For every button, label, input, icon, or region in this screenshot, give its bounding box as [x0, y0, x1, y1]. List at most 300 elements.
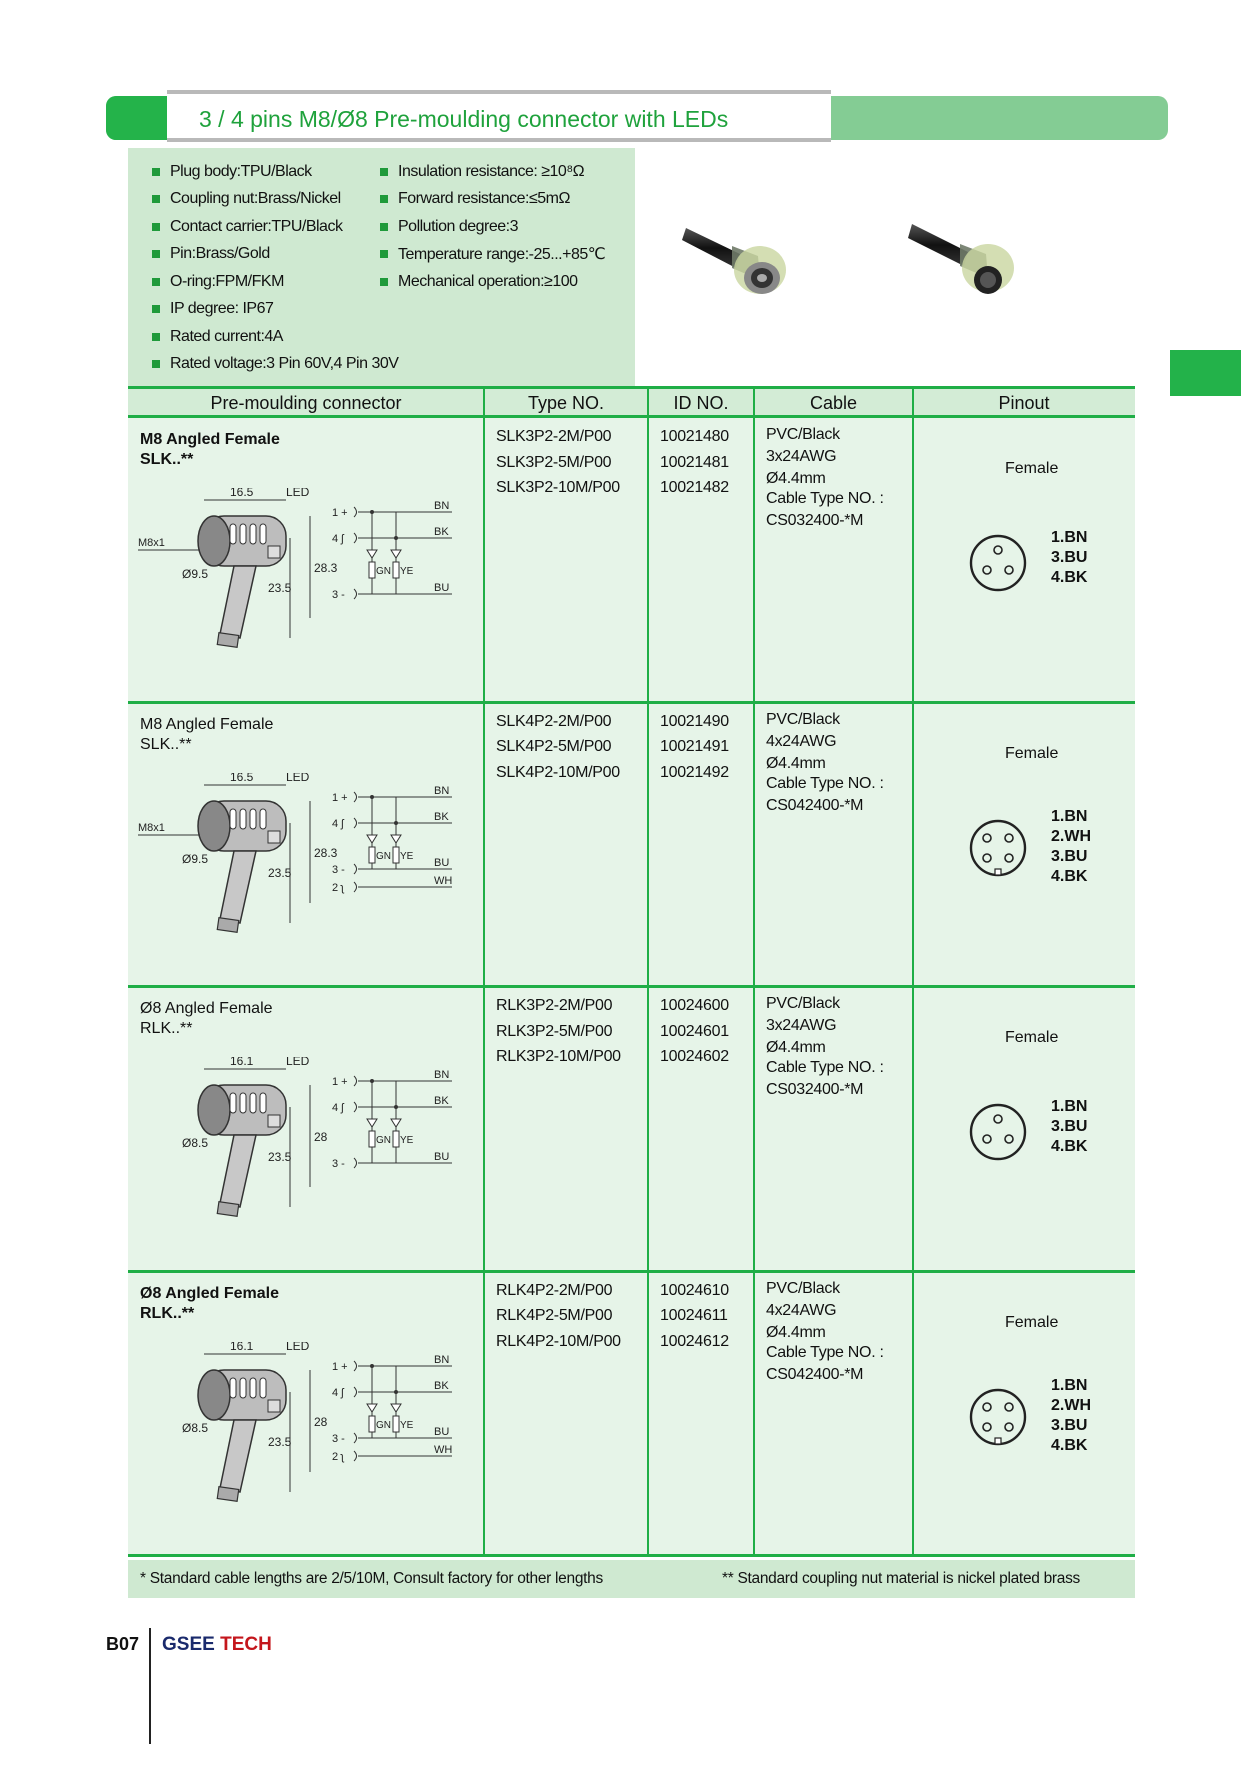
- led-diode-icon: [391, 1119, 401, 1127]
- dim-length-label: 16.5: [230, 772, 254, 784]
- grip-rib: [240, 1378, 246, 1398]
- section-tab: [1170, 350, 1241, 396]
- brand-logo: [162, 1634, 272, 1656]
- cable-end-shape: [217, 917, 238, 932]
- cable-spec: 4x24AWG: [766, 1301, 837, 1319]
- diameter-label: Ø9.5: [182, 567, 209, 581]
- cable-spec: Ø4.4mm: [766, 470, 826, 487]
- wire-color-label: WH: [434, 874, 453, 887]
- spec-text: Coupling nut:Brass/Nickel: [170, 190, 341, 208]
- connector-drawing: [134, 773, 474, 973]
- junction-dot: [370, 510, 374, 514]
- spec-text: Forward resistance:≤5mΩ: [398, 190, 570, 208]
- led-label: LED: [286, 1341, 310, 1353]
- pin-hole: [994, 546, 1002, 554]
- id-numbers: [660, 424, 729, 501]
- grip-rib: [230, 524, 236, 544]
- id-number: 10024612: [660, 1332, 729, 1350]
- pin-color-item: 1.BN: [1051, 1098, 1088, 1115]
- pin-hole: [983, 834, 991, 842]
- terminal-symbol: [354, 1433, 357, 1443]
- page-title: 3 / 4 pins M8/Ø8 Pre-moulding connector with LEDs: [167, 90, 831, 142]
- thread-label: M8x1: [138, 821, 165, 834]
- spec-item: [152, 213, 398, 241]
- spec-text: O-ring:FPM/FKM: [170, 272, 284, 290]
- id-number: 10024610: [660, 1281, 729, 1299]
- cable-spec: PVC/Black: [766, 426, 840, 443]
- led-color-label: GN: [376, 850, 391, 862]
- pin-hole: [983, 1403, 991, 1411]
- wire-color-label: BK: [434, 1095, 449, 1107]
- title-accent: [106, 96, 176, 140]
- bullet-square-icon: [380, 195, 388, 203]
- type-number: RLK4P2-2M/P00: [496, 1281, 613, 1299]
- spec-item: [152, 186, 398, 214]
- pin-color-list: [1051, 528, 1087, 588]
- connector-drawing: [134, 1057, 474, 1257]
- junction-dot: [370, 795, 374, 799]
- row-divider: [128, 1554, 1135, 1557]
- pin-color-item: 1.BN: [1051, 807, 1088, 825]
- terminal-label: 2 ʅ: [332, 1450, 344, 1463]
- terminal-symbol: [354, 818, 357, 828]
- terminal-symbol: [354, 589, 357, 599]
- junction-dot: [370, 1079, 374, 1083]
- spec-item: [380, 158, 605, 186]
- spec-item: [380, 268, 605, 296]
- terminal-symbol: [354, 882, 357, 892]
- led-diode-icon: [391, 835, 401, 843]
- spec-text: Temperature range:-25...+85℃: [398, 246, 606, 264]
- pinout-face-circle: [971, 821, 1025, 875]
- pinout-face-circle: [971, 1390, 1025, 1444]
- pin-hole: [1005, 1403, 1013, 1411]
- cable-spec: Ø4.4mm: [766, 1323, 826, 1341]
- cable-end-shape: [217, 633, 238, 648]
- led-color-label: GN: [376, 1135, 391, 1146]
- pin-hole: [1005, 566, 1013, 574]
- pin-hole: [1005, 854, 1013, 862]
- connector-name: Ø8 Angled Female: [140, 1284, 279, 1302]
- pinout-diagram: [943, 508, 1053, 618]
- dim-length-label: 16.1: [230, 1057, 254, 1068]
- led-color-label: YE: [400, 1419, 414, 1431]
- pin-hole: [1005, 834, 1013, 842]
- grip-rib: [250, 524, 256, 544]
- terminal-label: 1 +: [332, 791, 348, 804]
- pin-hole: [983, 1423, 991, 1431]
- pin-color-list: [1051, 807, 1091, 887]
- terminal-symbol: [354, 1387, 357, 1397]
- cable-spec: 3x24AWG: [766, 448, 837, 465]
- brand-name-1: GSEE: [162, 1634, 215, 1655]
- bullet-square-icon: [380, 250, 388, 258]
- grip-rib: [260, 1378, 266, 1398]
- spec-item: [152, 351, 398, 379]
- row-divider: [128, 701, 1135, 704]
- led-diode-icon: [367, 550, 377, 558]
- terminal-symbol: [354, 1451, 357, 1461]
- led-diode-icon: [391, 1404, 401, 1412]
- terminal-symbol: [354, 792, 357, 802]
- pin-color-item: 4.BK: [1051, 1436, 1088, 1454]
- type-number: RLK4P2-10M/P00: [496, 1332, 621, 1350]
- dim-width-label: 23.5: [268, 581, 292, 595]
- dim-length-label: 16.1: [230, 1341, 254, 1353]
- terminal-symbol: [354, 1158, 357, 1168]
- pin-color-item: 3.BU: [1051, 1416, 1088, 1434]
- dim-height-label: 28: [314, 1414, 328, 1429]
- diameter-label: Ø9.5: [182, 851, 209, 866]
- coupling-nut-shape: [198, 801, 230, 851]
- id-number: 10024602: [660, 1048, 729, 1065]
- terminal-label: 4 ʃ: [332, 817, 344, 830]
- cable-spec: 3x24AWG: [766, 1017, 837, 1034]
- led-resistor-icon: [393, 847, 399, 863]
- pinout-gender-label: Female: [1005, 460, 1059, 477]
- bullet-square-icon: [152, 360, 160, 368]
- pin-color-item: 3.BU: [1051, 549, 1088, 566]
- terminal-symbol: [354, 507, 357, 517]
- header-pinout: Pinout: [998, 393, 1050, 413]
- pin-color-item: 4.BK: [1051, 867, 1088, 885]
- product-photos: [680, 210, 1080, 330]
- type-number: SLK3P2-10M/P00: [496, 479, 620, 496]
- cable-specs: [766, 1278, 884, 1386]
- bullet-square-icon: [152, 195, 160, 203]
- wire-color-label: BN: [434, 500, 450, 512]
- wire-color-label: BU: [434, 1425, 450, 1438]
- cable-spec: CS032400-*M: [766, 1081, 864, 1098]
- grip-rib: [230, 1093, 236, 1113]
- footnote-coupling-nut: ** Standard coupling nut material is nickel plated brass: [722, 1570, 1080, 1587]
- cable-boot-shape: [220, 851, 256, 923]
- wire-color-label: BK: [434, 810, 449, 823]
- id-number: 10021491: [660, 738, 729, 755]
- led-resistor-icon: [369, 1416, 375, 1432]
- bullet-square-icon: [152, 333, 160, 341]
- pin-color-item: 1.BN: [1051, 529, 1088, 546]
- led-window: [268, 1115, 280, 1127]
- type-number: SLK3P2-5M/P00: [496, 453, 612, 471]
- cable-spec: Cable Type NO. :: [766, 774, 884, 792]
- cable-spec: CS032400-*M: [766, 512, 864, 529]
- wire-color-label: BN: [434, 784, 450, 797]
- wire-color-label: BU: [434, 856, 450, 869]
- cable-spec: Cable Type NO. :: [766, 1343, 884, 1361]
- wire-color-label: WH: [434, 1443, 453, 1456]
- id-number: 10021482: [660, 479, 729, 496]
- terminal-symbol: [354, 533, 357, 543]
- column-divider: [647, 386, 649, 1556]
- spec-item: [152, 323, 398, 351]
- thread-label: M8x1: [138, 537, 165, 549]
- led-diode-icon: [391, 550, 401, 558]
- led-resistor-icon: [393, 1131, 399, 1147]
- junction-dot: [394, 1105, 398, 1109]
- pinout-diagram: [943, 793, 1053, 903]
- junction-dot: [394, 536, 398, 540]
- row-divider: [128, 985, 1135, 988]
- coupling-nut-shape: [198, 1370, 230, 1420]
- pin-color-item: 4.BK: [1051, 1138, 1088, 1155]
- grip-rib: [250, 809, 256, 829]
- dim-height-label: 28: [314, 1130, 328, 1144]
- cable-specs: [766, 424, 884, 532]
- row-divider: [128, 1270, 1135, 1273]
- led-resistor-icon: [369, 847, 375, 863]
- led-window: [268, 1400, 280, 1412]
- dim-length-label: 16.5: [230, 488, 254, 499]
- type-number: SLK4P2-10M/P00: [496, 763, 620, 781]
- dim-height-label: 28.3: [314, 845, 338, 860]
- terminal-label: 3 -: [332, 863, 345, 876]
- led-diode-icon: [367, 1404, 377, 1412]
- wire-color-label: BU: [434, 582, 450, 594]
- pin-hole: [983, 1135, 991, 1143]
- pin-color-list: [1051, 1097, 1087, 1157]
- cable-specs: [766, 709, 884, 817]
- junction-dot: [394, 1390, 398, 1394]
- led-resistor-icon: [393, 1416, 399, 1432]
- header-type: Type NO.: [527, 393, 605, 413]
- pin-color-item: 3.BU: [1051, 1118, 1088, 1135]
- bullet-square-icon: [152, 305, 160, 313]
- terminal-symbol: [354, 1102, 357, 1112]
- terminal-symbol: [354, 864, 357, 874]
- spec-list-left: [152, 158, 398, 378]
- header-id: ID NO.: [673, 393, 729, 413]
- pin-hole: [994, 1115, 1002, 1123]
- connector-drawing: [134, 1342, 474, 1542]
- bullet-square-icon: [380, 223, 388, 231]
- type-number: RLK3P2-2M/P00: [496, 997, 613, 1014]
- page-number: B07: [106, 1634, 140, 1654]
- led-label: LED: [286, 772, 310, 784]
- pin-color-item: 2.WH: [1051, 827, 1091, 845]
- bullet-square-icon: [152, 250, 160, 258]
- pinout-gender-label: Female: [1005, 1029, 1059, 1046]
- spec-text: Contact carrier:TPU/Black: [170, 217, 343, 235]
- column-divider: [912, 386, 914, 1556]
- led-diode-icon: [367, 835, 377, 843]
- terminal-label: 1 +: [332, 507, 348, 519]
- cable-spec: Cable Type NO. :: [766, 490, 884, 507]
- photo-male-connector: [908, 224, 1014, 294]
- type-number: SLK4P2-5M/P00: [496, 738, 612, 755]
- spec-text: IP degree: IP67: [170, 300, 274, 318]
- dim-width-label: 23.5: [268, 865, 292, 880]
- footnote-bar: [128, 1560, 1135, 1598]
- spec-text: Rated current:4A: [170, 327, 283, 345]
- wire-color-label: BK: [434, 1379, 449, 1392]
- type-number: SLK3P2-2M/P00: [496, 428, 612, 445]
- connector-series: SLK..**: [140, 735, 192, 753]
- spec-item: [380, 186, 605, 214]
- coupling-nut-shape: [198, 516, 230, 566]
- type-number: RLK4P2-5M/P00: [496, 1307, 613, 1324]
- led-color-label: YE: [400, 566, 414, 577]
- cable-end-shape: [217, 1202, 238, 1217]
- junction-dot: [370, 1364, 374, 1368]
- led-resistor-icon: [369, 1131, 375, 1147]
- pin-color-item: 2.WH: [1051, 1396, 1091, 1414]
- cable-spec: Ø4.4mm: [766, 754, 826, 772]
- spec-text: Mechanical operation:≥100: [398, 272, 578, 290]
- pin-key: [995, 869, 1001, 875]
- led-color-label: GN: [376, 566, 391, 577]
- id-number: 10021480: [660, 428, 729, 445]
- terminal-label: 2 ʅ: [332, 881, 344, 894]
- wire-color-label: BK: [434, 526, 449, 538]
- connector-title: [140, 715, 273, 755]
- grip-rib: [260, 524, 266, 544]
- spec-item: [380, 213, 605, 241]
- pin-color-item: 1.BN: [1051, 1376, 1088, 1394]
- led-label: LED: [286, 488, 310, 499]
- wire-color-label: BN: [434, 1069, 450, 1081]
- terminal-label: 3 -: [332, 1158, 345, 1170]
- cable-boot-shape: [220, 1135, 256, 1207]
- pin-hole: [983, 566, 991, 574]
- grip-rib: [250, 1378, 256, 1398]
- cable-boot-shape: [220, 1420, 256, 1492]
- terminal-label: 4 ʃ: [332, 1102, 344, 1114]
- cable-spec: 4x24AWG: [766, 732, 837, 750]
- led-window: [268, 831, 280, 843]
- cable-spec: PVC/Black: [766, 995, 840, 1012]
- type-numbers: [496, 993, 621, 1070]
- led-resistor-icon: [393, 562, 399, 578]
- dim-height-label: 28.3: [314, 561, 338, 575]
- id-numbers: [660, 709, 729, 786]
- photo-female-connector: [682, 228, 786, 294]
- bullet-square-icon: [152, 168, 160, 176]
- connector-drawing: [134, 488, 474, 688]
- spec-text: Pollution degree:3: [398, 217, 518, 235]
- id-number: 10021492: [660, 763, 729, 781]
- terminal-symbol: [354, 1076, 357, 1086]
- cable-spec: Cable Type NO. :: [766, 1059, 884, 1076]
- pin-hole: [1005, 1423, 1013, 1431]
- id-numbers: [660, 993, 729, 1070]
- spec-item: [380, 241, 605, 269]
- spec-list-right: [380, 158, 605, 296]
- type-numbers: [496, 424, 620, 501]
- grip-rib: [240, 1093, 246, 1113]
- grip-rib: [260, 1093, 266, 1113]
- spec-item: [152, 158, 398, 186]
- type-numbers: [496, 1278, 621, 1355]
- diameter-label: Ø8.5: [182, 1136, 209, 1150]
- cable-boot-shape: [220, 566, 256, 638]
- connector-title: [140, 1284, 279, 1324]
- bullet-square-icon: [380, 278, 388, 286]
- spec-panel: [128, 148, 635, 386]
- id-numbers: [660, 1278, 729, 1355]
- connector-title: [140, 999, 273, 1039]
- led-label: LED: [286, 1057, 310, 1068]
- grip-rib: [240, 809, 246, 829]
- pinout-face-circle: [971, 536, 1025, 590]
- grip-rib: [240, 524, 246, 544]
- id-number: 10024600: [660, 997, 729, 1014]
- pin-color-item: 3.BU: [1051, 847, 1088, 865]
- connector-series: RLK..**: [140, 1020, 193, 1037]
- connector-series: RLK..**: [140, 1304, 195, 1322]
- brand-name-2: TECH: [220, 1634, 272, 1655]
- id-number: 10024601: [660, 1022, 729, 1040]
- type-numbers: [496, 709, 620, 786]
- diameter-label: Ø8.5: [182, 1420, 209, 1435]
- led-color-label: YE: [400, 850, 414, 862]
- pin-hole: [983, 854, 991, 862]
- pinout-face-circle: [971, 1105, 1025, 1159]
- id-number: 10021481: [660, 453, 729, 471]
- grip-rib: [250, 1093, 256, 1113]
- bullet-square-icon: [152, 278, 160, 286]
- id-number: 10024611: [660, 1307, 728, 1324]
- spec-item: [152, 241, 398, 269]
- terminal-label: 1 +: [332, 1360, 348, 1373]
- connector-title: [140, 430, 280, 470]
- type-number: SLK4P2-2M/P00: [496, 712, 612, 730]
- pinout-diagram: [943, 1362, 1053, 1472]
- spec-text: Pin:Brass/Gold: [170, 245, 270, 263]
- grip-rib: [260, 809, 266, 829]
- pin-color-item: 4.BK: [1051, 569, 1088, 586]
- cable-spec: PVC/Black: [766, 710, 840, 728]
- column-divider: [753, 386, 755, 1556]
- cable-spec: CS042400-*M: [766, 796, 864, 814]
- column-divider: [483, 386, 485, 1556]
- terminal-label: 1 +: [332, 1076, 348, 1088]
- connector-name: M8 Angled Female: [140, 715, 274, 733]
- type-number: RLK3P2-10M/P00: [496, 1048, 621, 1065]
- connector-series: SLK..**: [140, 451, 194, 468]
- dim-width-label: 23.5: [268, 1150, 292, 1164]
- spec-item: [152, 268, 398, 296]
- connector-name: Ø8 Angled Female: [140, 1000, 273, 1017]
- junction-dot: [394, 821, 398, 825]
- pinout-diagram: [943, 1077, 1053, 1187]
- spec-text: Insulation resistance: ≥10⁸Ω: [398, 162, 585, 180]
- footnote-cable-length: * Standard cable lengths are 2/5/10M, Consult factory for other lengths: [140, 1570, 603, 1587]
- terminal-label: 3 -: [332, 1432, 345, 1445]
- coupling-nut-shape: [198, 1085, 230, 1135]
- cable-spec: Ø4.4mm: [766, 1039, 826, 1056]
- header-cable: Cable: [809, 393, 858, 413]
- id-number: 10021490: [660, 712, 729, 730]
- pin-color-list: [1051, 1376, 1091, 1456]
- pinout-gender-label: Female: [1005, 744, 1059, 762]
- grip-rib: [230, 1378, 236, 1398]
- pinout-gender-label: Female: [1005, 1313, 1059, 1331]
- spec-text: Plug body:TPU/Black: [170, 162, 312, 180]
- led-color-label: GN: [376, 1419, 391, 1431]
- cable-end-shape: [217, 1486, 238, 1501]
- wire-color-label: BN: [434, 1353, 450, 1366]
- pin-hole: [1005, 1135, 1013, 1143]
- led-color-label: YE: [400, 1135, 414, 1146]
- header-connector: Pre-moulding connector: [210, 393, 402, 413]
- type-number: RLK3P2-5M/P00: [496, 1022, 613, 1040]
- wire-color-label: BU: [434, 1151, 450, 1163]
- terminal-label: 4 ʃ: [332, 533, 344, 545]
- dim-width-label: 23.5: [268, 1434, 292, 1449]
- bullet-square-icon: [380, 168, 388, 176]
- connector-name: M8 Angled Female: [140, 431, 280, 448]
